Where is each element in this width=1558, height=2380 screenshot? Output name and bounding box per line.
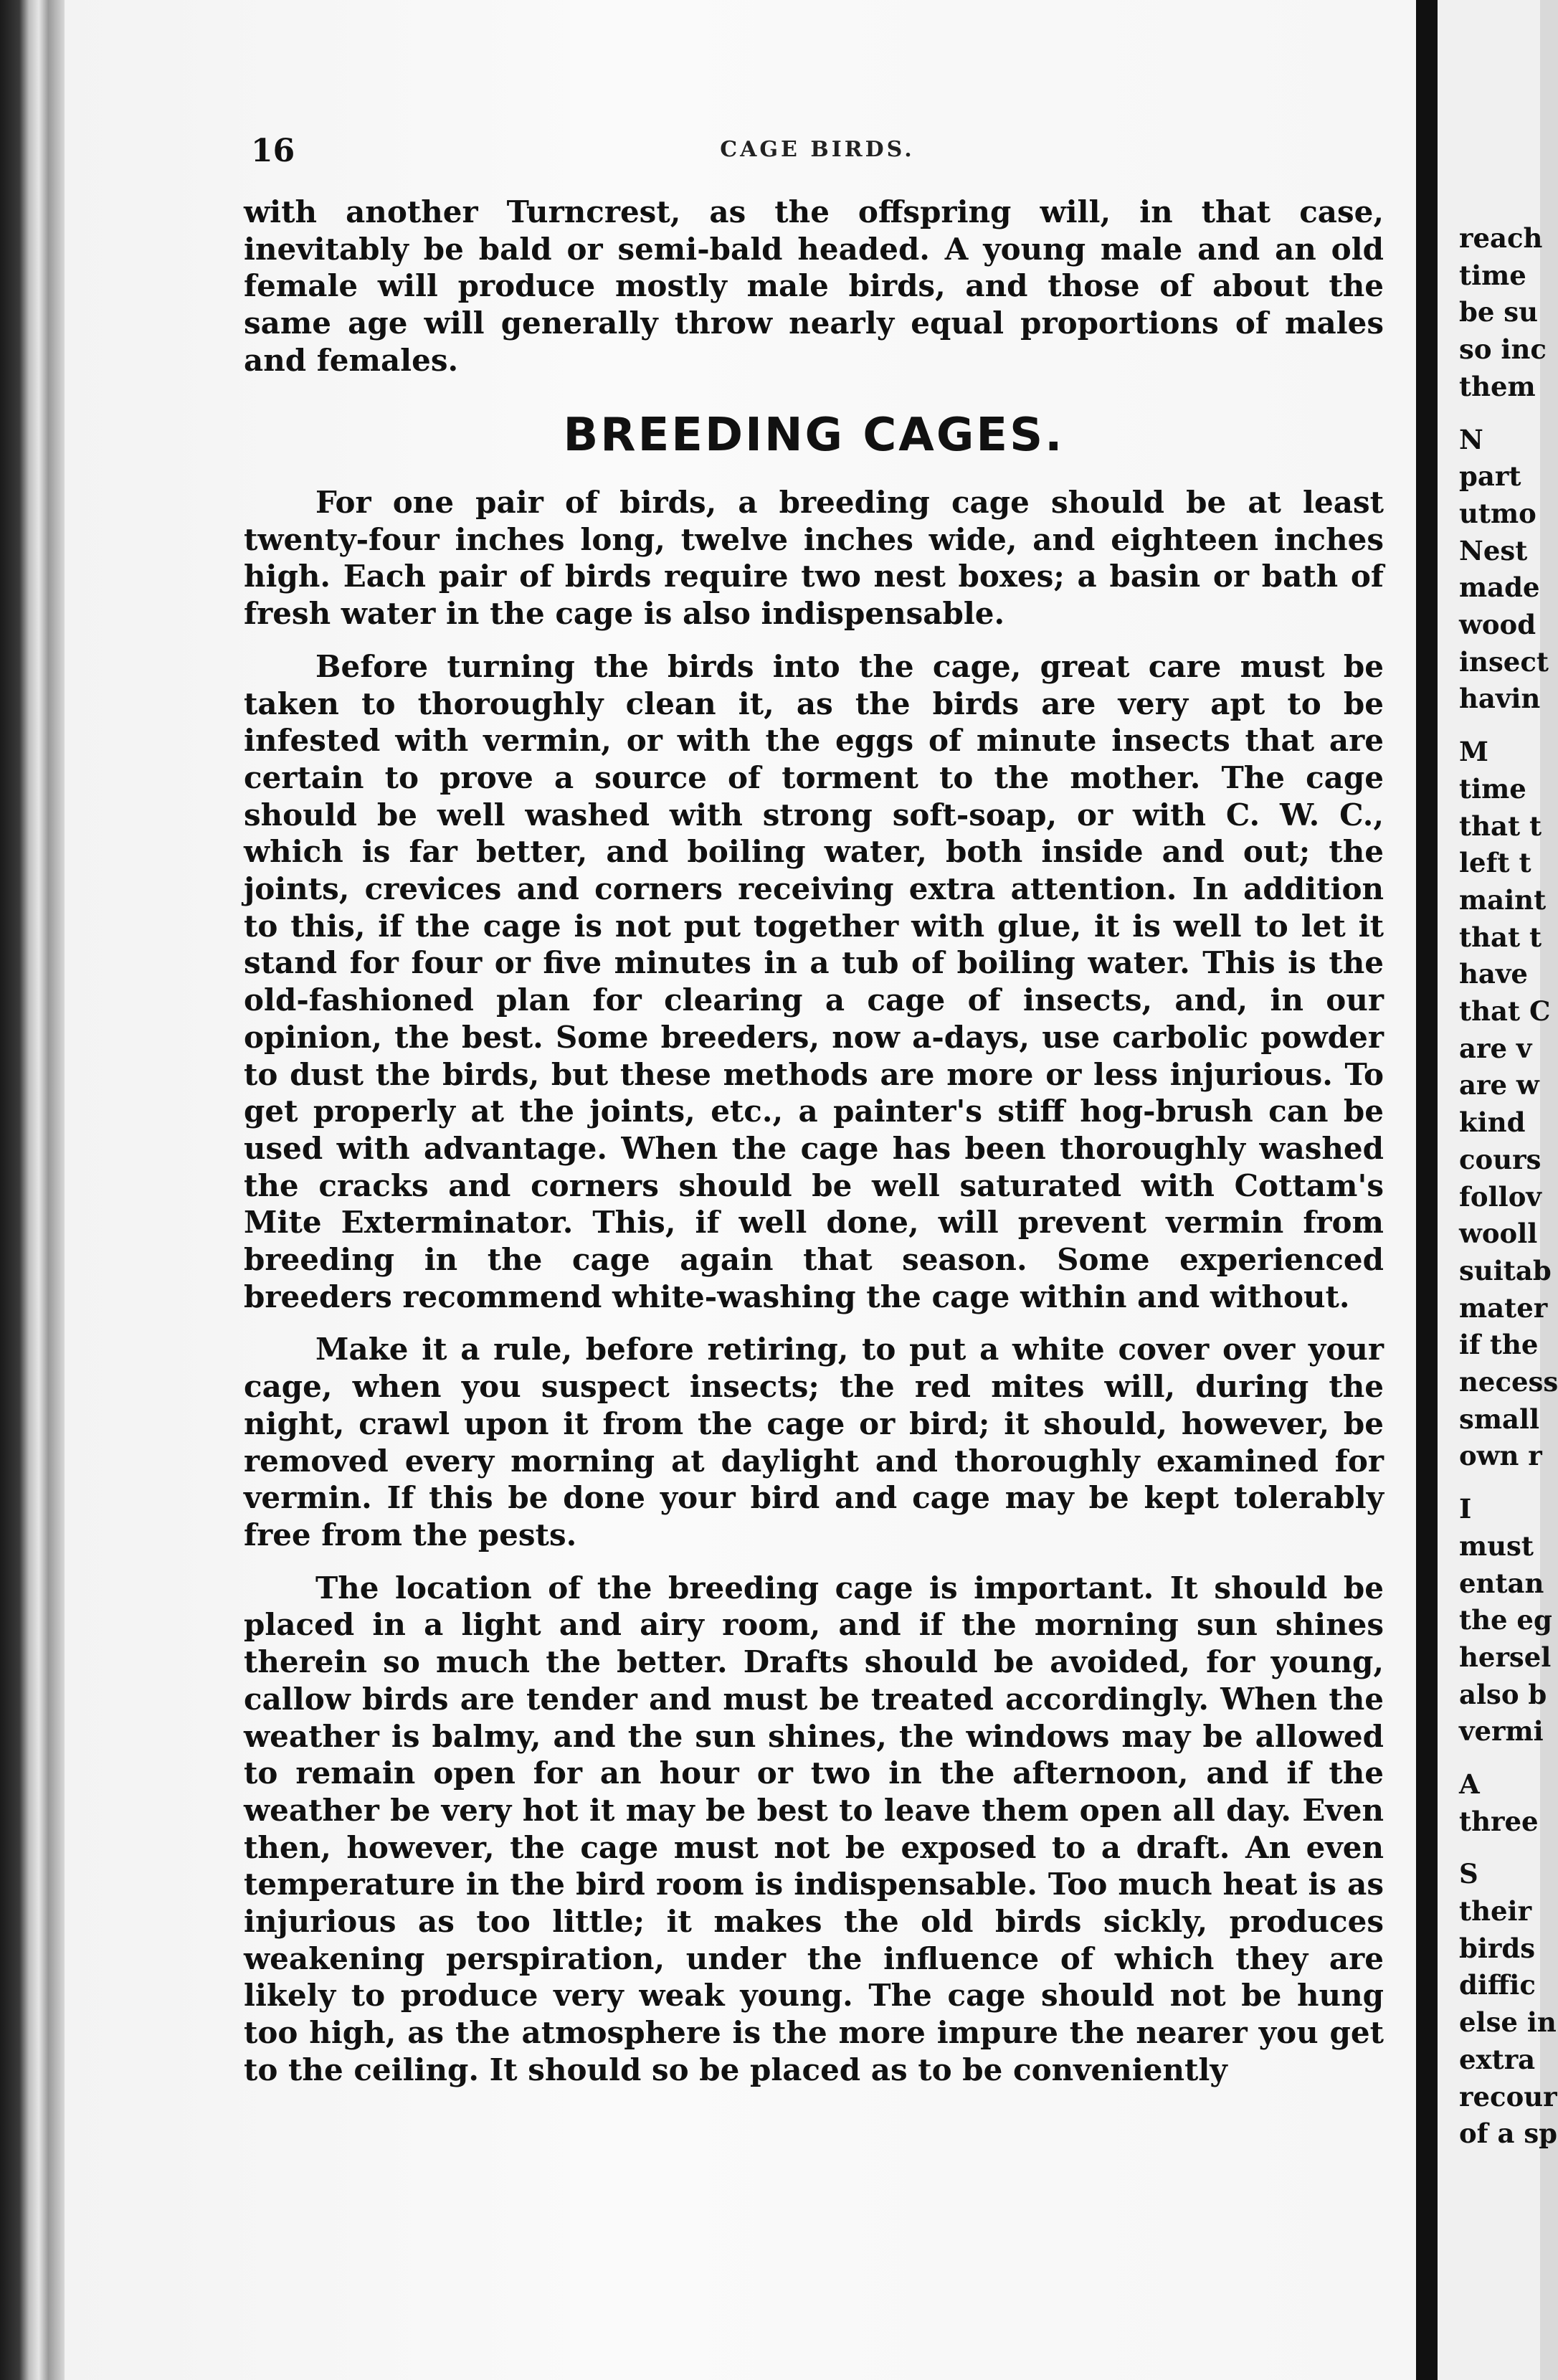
- next-page-fragment: that t: [1459, 810, 1542, 842]
- next-page-fragment: I: [1459, 1493, 1472, 1525]
- page-number: 16: [251, 133, 295, 169]
- running-head: CAGE BIRDS.: [720, 137, 915, 162]
- next-page-fragment: also b: [1459, 1679, 1547, 1710]
- next-page-fragment: havin: [1459, 683, 1541, 714]
- next-page-fragment: hersel: [1459, 1641, 1552, 1673]
- body-text: [244, 484, 1384, 2089]
- next-page-fragment: recour: [1459, 2081, 1557, 2113]
- intro-block: [244, 194, 1384, 379]
- next-page-fragment: that C: [1459, 995, 1551, 1027]
- next-page-fragment: are w: [1459, 1069, 1539, 1101]
- next-page-fragment: wooll: [1459, 1218, 1538, 1249]
- page-header: [251, 133, 1384, 169]
- next-page-fragment: birds: [1459, 1933, 1536, 1964]
- next-page-fragment: Nest: [1459, 535, 1528, 566]
- next-page-fragment: reach: [1459, 222, 1543, 254]
- next-page-fragment: left t: [1459, 847, 1531, 878]
- next-page-fragment: utmo: [1459, 498, 1536, 529]
- next-page-fragment: follov: [1459, 1181, 1542, 1213]
- paragraph-location: The location of the breeding cage is important. It should be placed in a light and airy room, and if the morning sun shines therein so much the better. Drafts should be avoided, for young, callow birds are tender and must be treated accordingly. When the weather is balmy, and the sun shines, the windows may be allowed to remain open for an hour or two in the afternoon, and if the weather be very hot it may be best to leave them open all day. Even then, however, the cage must not be exposed to a draft. An even temperature in the bird room is indispensable. Too much heat is as injurious as too little; it makes the old birds sickly, produces weakening perspiration, under the influence of which they are likely to produce very weak young. The cage should not be hung too high, as the atmosphere is the more impure the nearer you get to the ceiling. It should so be placed as to be conveniently: [244, 1570, 1384, 2087]
- next-page-fragment: M: [1459, 736, 1488, 767]
- paragraph-cage-size: For one pair of birds, a breeding cage should be at least twenty-four inches long, twelve inches wide, and eighteen inches high. Each pair of birds require two nest boxes; a basin or bath of fresh water in the cage is also indispensable.: [244, 485, 1384, 632]
- page-gutter: [1416, 0, 1438, 2380]
- book-binding-edge: [0, 0, 65, 2380]
- next-page-fragment: be su: [1459, 296, 1539, 328]
- next-page-fragment: are v: [1459, 1033, 1532, 1064]
- section-heading: BREEDING CAGES.: [563, 409, 1065, 462]
- next-page-fragment: made: [1459, 572, 1540, 603]
- page-right-fragment: [1438, 0, 1558, 2380]
- next-page-fragment: mater: [1459, 1292, 1548, 1324]
- next-page-fragment: of a sp: [1459, 2118, 1558, 2149]
- next-page-fragment: S: [1459, 1858, 1478, 1890]
- next-page-fragment: suitab: [1459, 1255, 1552, 1286]
- next-page-fragment: so inc: [1459, 333, 1547, 365]
- next-page-fragment: the eg: [1459, 1604, 1552, 1636]
- next-page-fragment: maint: [1459, 884, 1547, 916]
- next-page-fragment: extra: [1459, 2044, 1536, 2075]
- next-page-fragment: A: [1459, 1768, 1480, 1800]
- next-page-fragment: insect: [1459, 646, 1549, 678]
- intro-paragraph: with another Turncrest, as the offspring will, in that case, inevitably be bald or semi-bald headed. A young male and an old female will produce mostly male birds, and those of about the same age will generally throw nearly equal proportions of males and females.: [244, 194, 1384, 378]
- next-page-fragment: kind: [1459, 1106, 1526, 1138]
- next-page-fragment: them: [1459, 371, 1536, 402]
- next-page-fragment: wood: [1459, 609, 1536, 640]
- next-page-fragment: small: [1459, 1403, 1540, 1435]
- next-page-fragment: if the: [1459, 1329, 1539, 1360]
- next-page-fragment: their: [1459, 1895, 1532, 1927]
- paragraph-white-cover: Make it a rule, before retiring, to put a white cover over your cage, when you suspect insects; the red mites will, during the night, crawl upon it from the cage or bird; it should, however, be removed every morning at daylight and thoroughly examined for vermin. If this be done your bird and cage may be kept tolerably free from the pests.: [244, 1332, 1384, 1552]
- next-page-fragment: part: [1459, 460, 1521, 492]
- next-page-fragment: cours: [1459, 1144, 1542, 1175]
- next-page-fragment: must: [1459, 1530, 1534, 1562]
- next-page-fragment: time: [1459, 773, 1526, 805]
- next-page-fragment: N: [1459, 424, 1483, 455]
- next-page-fragment: three: [1459, 1806, 1539, 1837]
- next-page-fragment: own r: [1459, 1440, 1542, 1471]
- next-page-fragment: else in: [1459, 2006, 1557, 2038]
- next-page-fragment: necess: [1459, 1366, 1558, 1398]
- paragraph-cleaning: Before turning the birds into the cage, great care must be taken to thoroughly clean it, as the birds are very apt to be infested with vermin, or with the eggs of minute insects that are certain to prove a source of torment to the mother. The cage should be well washed with strong soft-soap, or with C. W. C., which is far better, and boiling water, both inside and out; the joints, crevices and corners receiving extra attention. In addition to this, if the cage is not put together with glue, it is well to let it stand for four or five minutes in a tub of boiling water. This is the old-fashioned plan for clearing a cage of insects, and, in our opinion, the best. Some breeders, now a-days, use carbolic powder to dust the birds, but these methods are more or less injurious. To get properly at the joints, etc., a painter's stiff hog-brush can be used with advantage. When the cage has been thoroughly washed the cracks and corners should be well saturated with Cottam's Mite Exterminator. This, if well done, will prevent vermin from breeding in the cage again that season. Some experienced breeders recommend white-washing the cage within and without.: [244, 648, 1384, 1314]
- next-page-fragment: time: [1459, 260, 1526, 291]
- next-page-fragment: entan: [1459, 1568, 1544, 1599]
- next-page-fragment: vermi: [1459, 1715, 1544, 1747]
- next-page-fragment: have: [1459, 958, 1528, 990]
- next-page-fragment: diffic: [1459, 1969, 1536, 2001]
- next-page-fragment: that t: [1459, 921, 1542, 953]
